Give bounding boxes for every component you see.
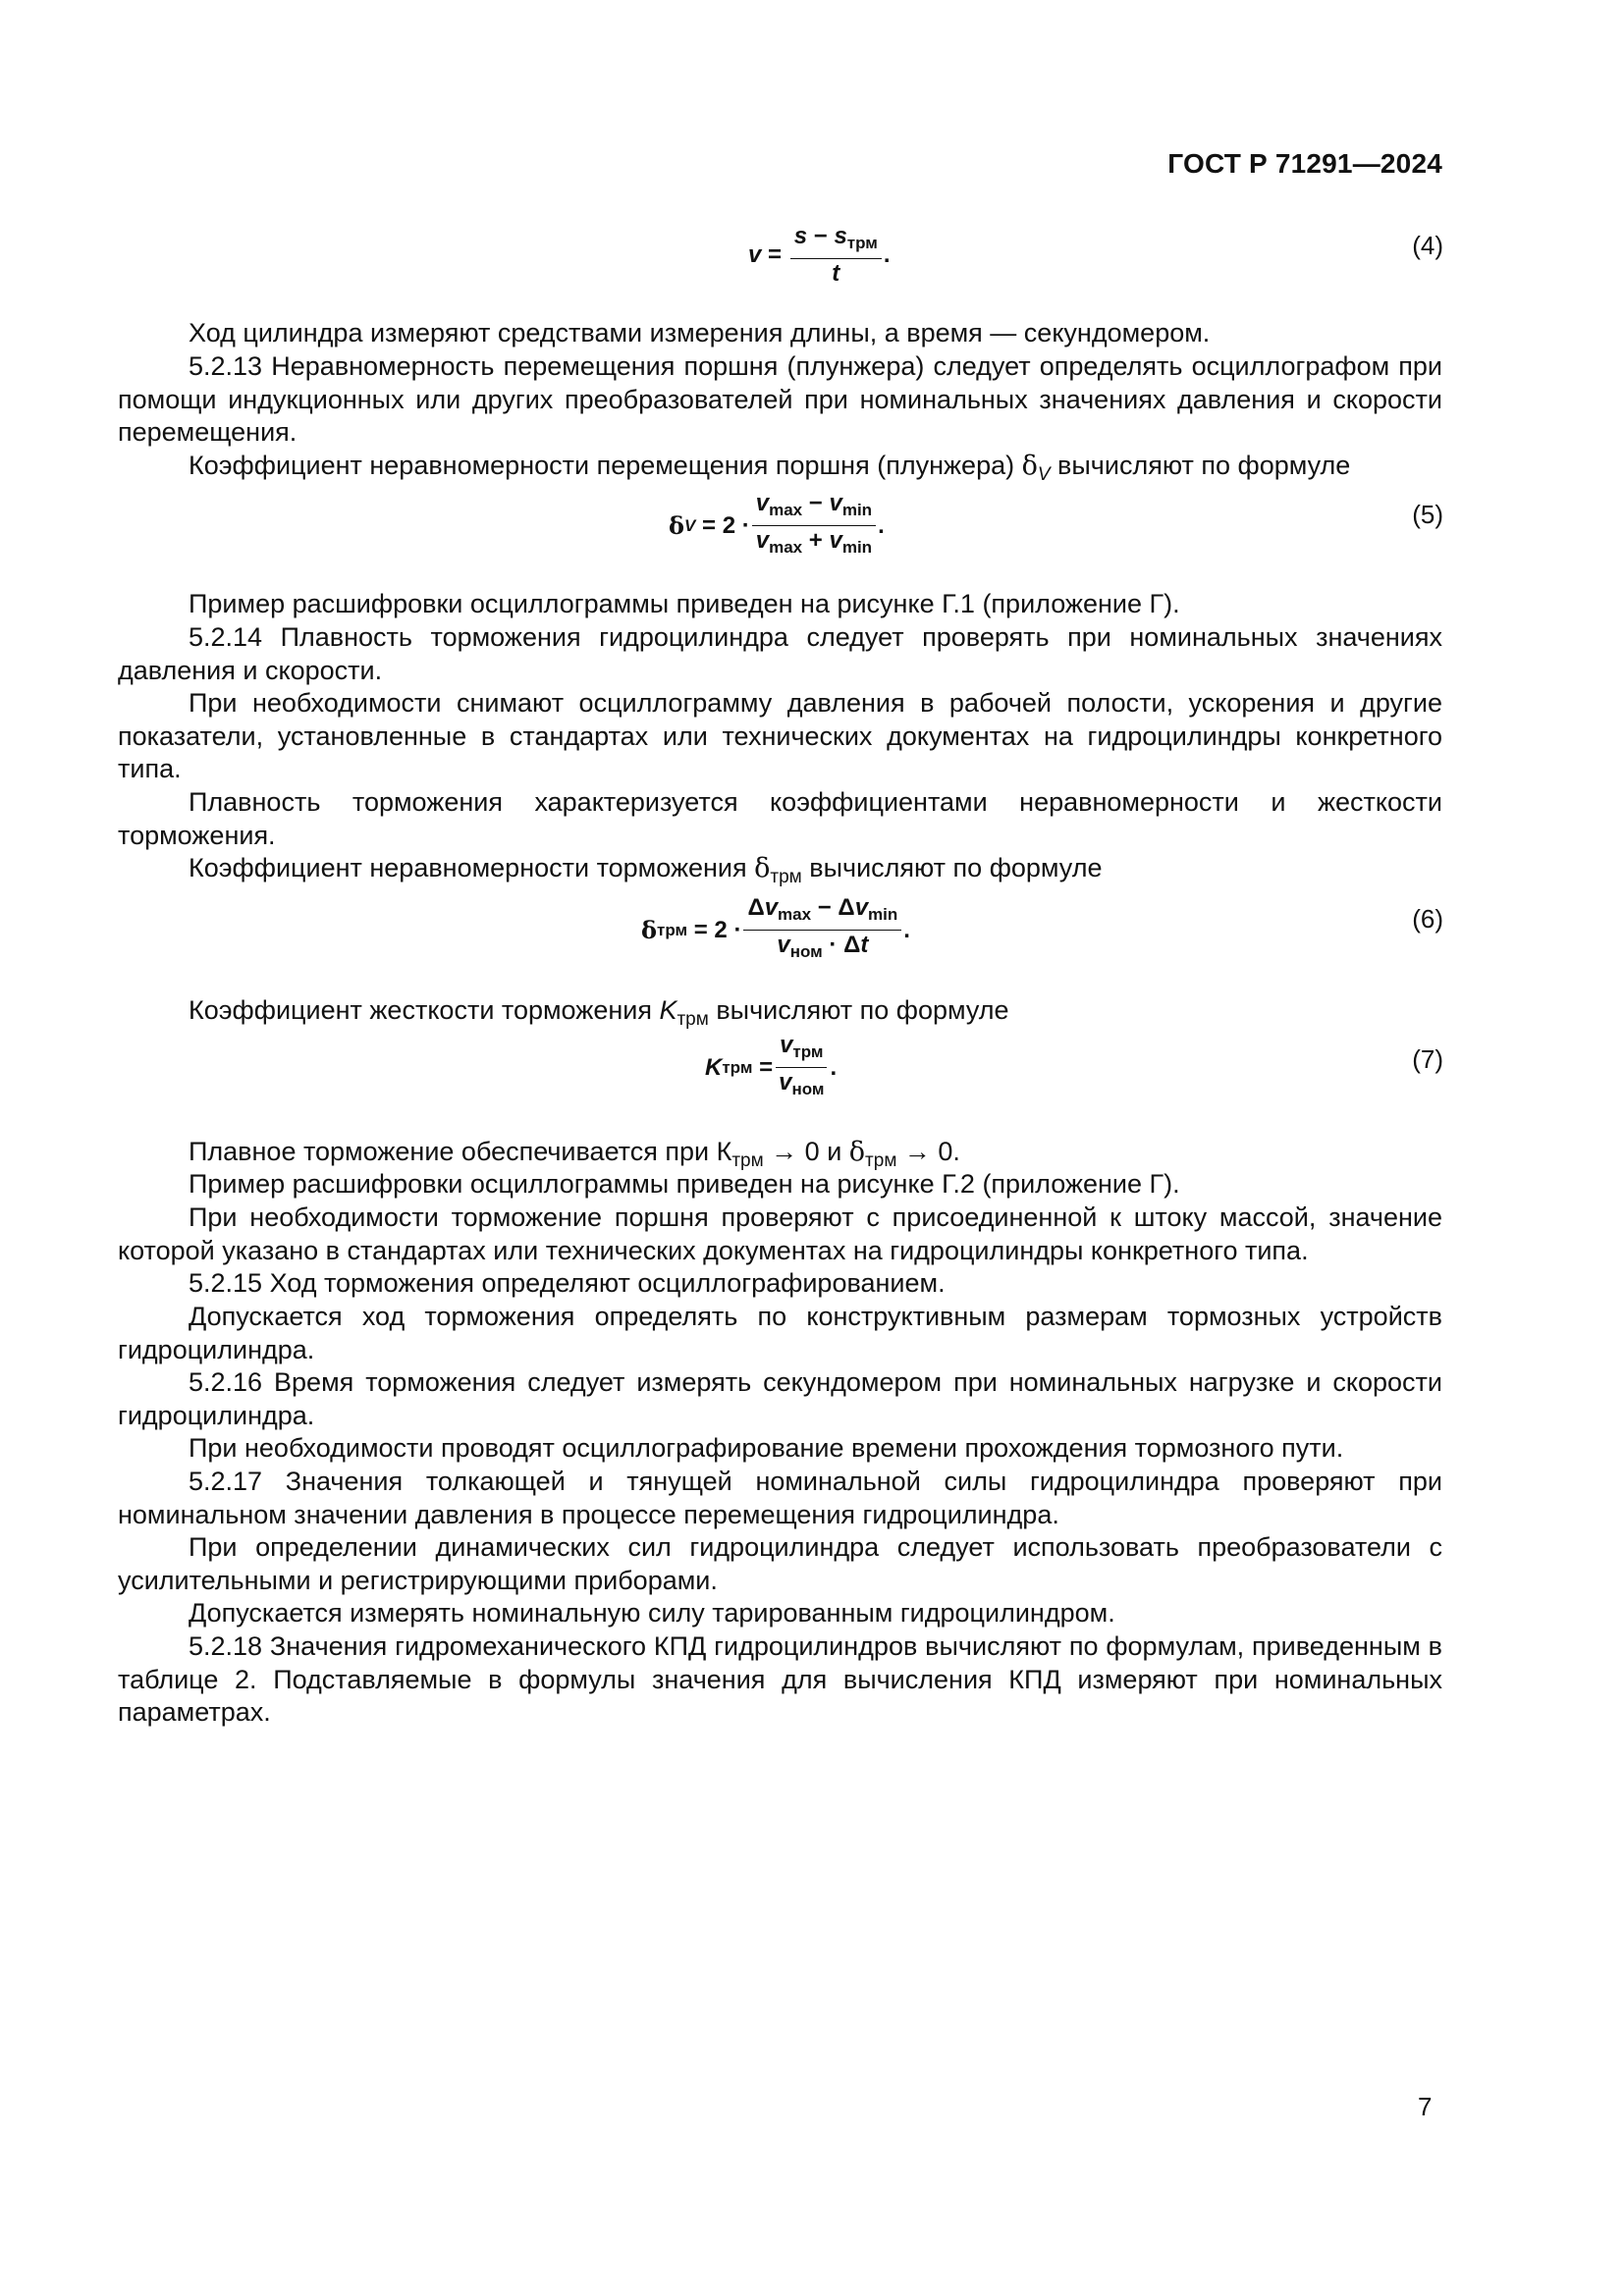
- paragraph: 5.2.17 Значения толкающей и тянущей номинальной силы гидроцилиндра проверяют при номинальном значении давления в процессе перемещения гидроцилиндра.: [118, 1467, 1442, 1529]
- formula-4: v = $\frac{s - s_{трм}}{t}$ .: [748, 223, 891, 287]
- paragraph: Плавное торможение обеспечивается при $К_{трм} \to 0$ и $\delta_{трм} \to 0$.: [189, 1137, 960, 1171]
- formula-7: K трм = $\frac{v_{трм}}{v_{ном}}$ .: [705, 1032, 838, 1098]
- paragraph: Допускается измерять номинальную силу тарированным гидроцилиндром.: [189, 1598, 1115, 1628]
- paragraph: Ход цилиндра измеряют средствами измерения длины, а время — секундомером.: [189, 318, 1211, 347]
- paragraph: 5.2.18 Значения гидромеханического КПД гидроцилиндров вычисляют по формулам, приведенным в таблице 2. Подставляемые в формулы значения для вычисления КПД измеряют при номинальных параметрах.: [118, 1631, 1442, 1727]
- paragraph: Пример расшифровки осциллограммы приведен на рисунке Г.1 (приложение Г).: [189, 589, 1180, 618]
- paragraph: При необходимости снимают осциллограмму давления в рабочей полости, ускорения и другие показатели, установленные в стандартах или технических документах на гидроцилиндры конкретного типа.: [118, 688, 1442, 783]
- formula-6: δ трм = 2 · $\frac{\Delta v_{max} - \Delta v_{min}}{v_{ном} \cdot \Delta t}$ .: [641, 894, 910, 961]
- paragraph: При необходимости торможение поршня проверяют с присоединенной к штоку массой, значение которой указано в стандартах или технических документах на гидроцилиндры конкретного типа.: [118, 1202, 1442, 1265]
- formula-4-number: (4): [1412, 231, 1443, 260]
- formula-5: δ V = 2 · $\frac{v_{max} - v_{min}}{v_{max} + v_{min}}$ .: [669, 490, 885, 557]
- formula-6-number: (6): [1412, 904, 1443, 934]
- paragraph: 5.2.15 Ход торможения определяют осциллографированием.: [189, 1268, 946, 1298]
- paragraph: Пример расшифровки осциллограммы приведен на рисунке Г.2 (приложение Г).: [189, 1169, 1180, 1199]
- paragraph: Коэффициент неравномерности перемещения поршня (плунжера) $\delta_V$ вычисляют по формуле: [189, 451, 1351, 485]
- paragraph: Плавность торможения характеризуется коэффициентами неравномерности и жесткости торможения.: [118, 787, 1442, 850]
- paragraph: При необходимости проводят осциллографирование времени прохождения тормозного пути.: [189, 1433, 1344, 1463]
- standard-designation: ГОСТ Р 71291—2024: [1167, 148, 1442, 179]
- paragraph: Допускается ход торможения определять по конструктивным размерам тормозных устройств гидроцилиндра.: [118, 1302, 1442, 1364]
- page-number: 7: [1418, 2092, 1433, 2121]
- paragraph: 5.2.14 Плавность торможения гидроцилиндра следует проверять при номинальных значениях давления и скорости.: [118, 622, 1442, 685]
- paragraph: При определении динамических сил гидроцилиндра следует использовать преобразователи с усилительными и регистрирующими приборами.: [118, 1532, 1442, 1595]
- paragraph: 5.2.16 Время торможения следует измерять секундомером при номинальных нагрузке и скорости гидроцилиндра.: [118, 1367, 1442, 1430]
- formula-5-number: (5): [1412, 500, 1443, 529]
- paragraph: Коэффициент жесткости торможения $K_{трм}$ вычисляют по формуле: [189, 995, 1009, 1030]
- paragraph: 5.2.13 Неравномерность перемещения поршня (плунжера) следует определять осциллографом при помощи индукционных или других преобразователей при номинальных значениях давления и скорости перемещения.: [118, 351, 1442, 447]
- formula-7-number: (7): [1412, 1044, 1443, 1074]
- paragraph: Коэффициент неравномерности торможения $\delta_{трм}$ вычисляют по формуле: [189, 853, 1103, 887]
